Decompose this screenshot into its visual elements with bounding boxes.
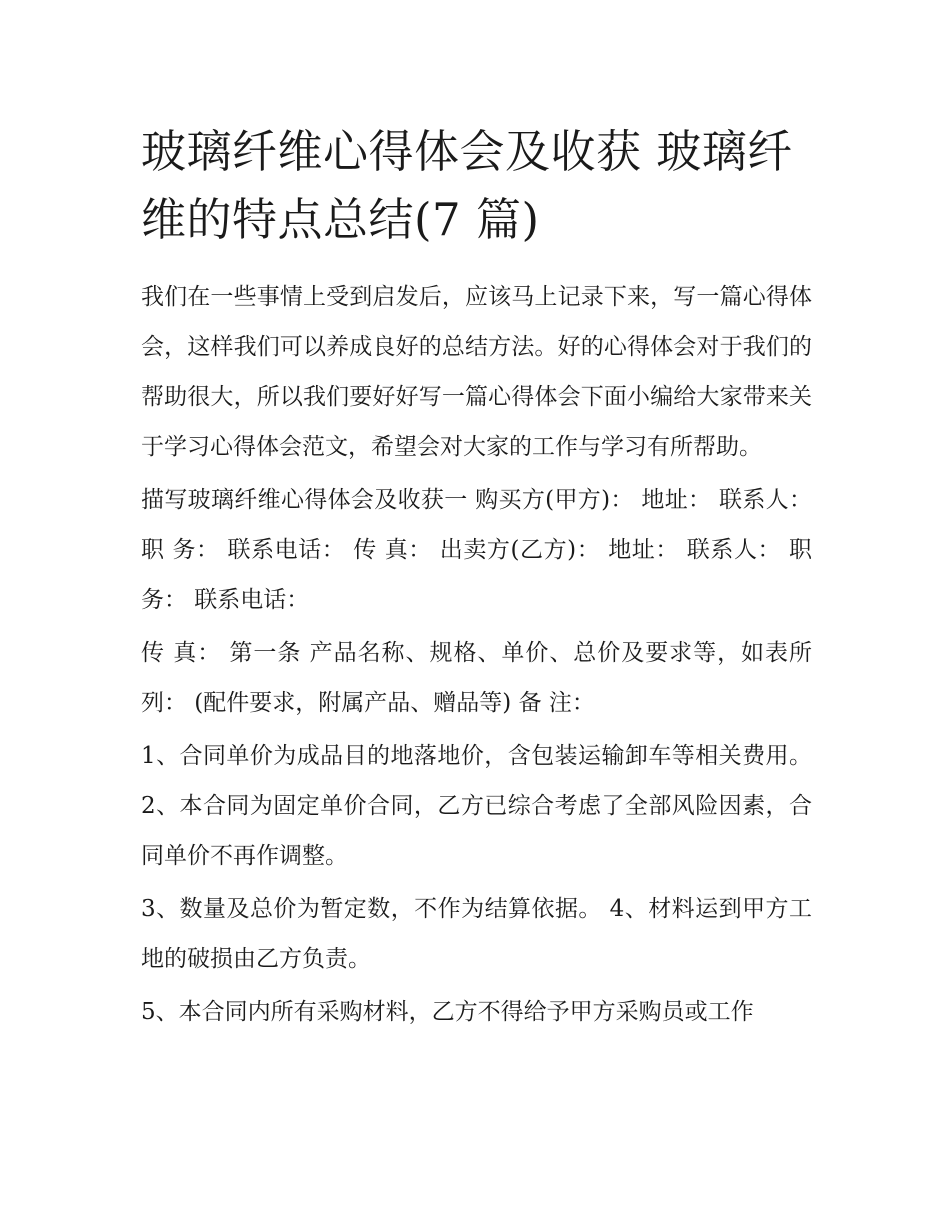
paragraph-article-one: 传 真： 第一条 产品名称、规格、单价、总价及要求等，如表所列： (配件要求，附属产品、赠品等) 备 注： [141, 640, 812, 716]
paragraph-parties: 描写玻璃纤维心得体会及收获一 购买方(甲方)： 地址： 联系人： 职 务： 联系电话： 传 真： 出卖方(乙方)： 地址： 联系人： 职 务： 联系电话： [141, 487, 812, 613]
paragraph-intro: 我们在一些事情上受到启发后，应该马上记录下来，写一篇心得体会，这样我们可以养成良好的总结方法。好的心得体会对于我们的帮助很大，所以我们要好好写一篇心得体会下面小编给大家带来关于学习心得体会范文，希望会对大家的工作与学习有所帮助。 [141, 284, 812, 460]
paragraph-clause-1-2: 1、合同单价为成品目的地落地价，含包装运输卸车等相关费用。 2、本合同为固定单价合同，乙方已综合考虑了全部风险因素，合同单价不再作调整。 [141, 743, 812, 869]
paragraph-clause-5: 5、本合同内所有采购材料，乙方不得给予甲方采购员或工作 [141, 999, 754, 1025]
document-title: 玻璃纤维心得体会及收获 玻璃纤维的特点总结(7 篇) [141, 125, 793, 246]
paragraph-clause-3-4: 3、数量及总价为暂定数，不作为结算依据。 4、材料运到甲方工地的破损由乙方负责。 [141, 896, 812, 972]
